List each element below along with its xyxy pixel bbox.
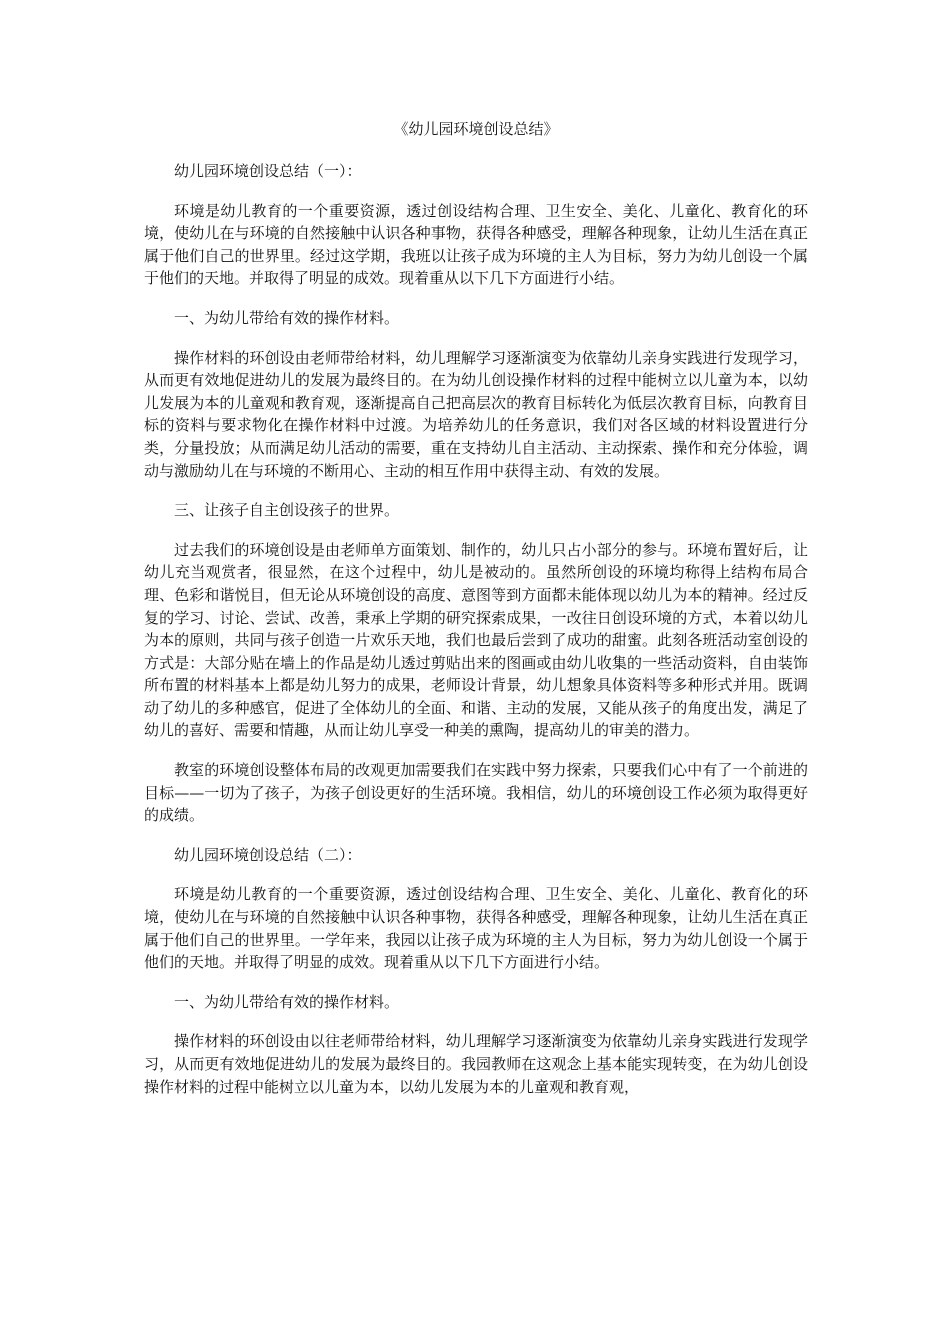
paragraph-6: 操作材料的环创设由以往老师带给材料，幼儿理解学习逐渐演变为依靠幼儿亲身实践进行发现学习，从而更有效地促进幼儿的发展为最终目的。我园教师在这观念上基本能实现转变，在为幼儿创设操作材料的过程中能树立以儿童为本，以幼儿发展为本的儿童观和教育观， xyxy=(144,1032,808,1096)
document-title: 《幼儿园环境创设总结》 xyxy=(393,120,559,138)
paragraph-4: 教室的环境创设整体布局的改观更加需要我们在实践中努力探索，只要我们心中有了一个前进的目标——一切为了孩子，为孩子创设更好的生活环境。我相信，幼儿的环境创设工作必须为取得更好的成绩。 xyxy=(144,761,808,825)
section-heading-5: 一、为幼儿带给有效的操作材料。 xyxy=(174,992,400,1011)
section-heading-3: 三、让孩子自主创设孩子的世界。 xyxy=(174,501,400,520)
paragraph-5: 环境是幼儿教育的一个重要资源，透过创设结构合理、卫生安全、美化、儿童化、教育化的环境，使幼儿在与环境的自然接触中认识各种事物，获得各种感受，理解各种现象，让幼儿生活在真正属于他们自己的世界里。一学年来，我园以让孩子成为环境的主人为目标，努力为幼儿创设一个属于他们的天地。并取得了明显的成效。现着重从以下几下方面进行小结。 xyxy=(144,885,808,972)
section-heading-4: 幼儿园环境创设总结（二）： xyxy=(174,845,362,864)
paragraph-1: 环境是幼儿教育的一个重要资源，透过创设结构合理、卫生安全、美化、儿童化、教育化的环境，使幼儿在与环境的自然接触中认识各种事物，获得各种感受，理解各种现象，让幼儿生活在真正属于他们自己的世界里。经过这学期，我班以让孩子成为环境的主人为目标，努力为幼儿创设一个属于他们的天地。并取得了明显的成效。现着重从以下几下方面进行小结。 xyxy=(144,201,808,288)
paragraph-2: 操作材料的环创设由老师带给材料，幼儿理解学习逐渐演变为依靠幼儿亲身实践进行发现学习，从而更有效地促进幼儿的发展为最终目的。在为幼儿创设操作材料的过程中能树立以儿童为本，以幼儿发展为本的儿童观和教育观，逐渐提高自己把高层次的教育目标转化为低层次教育目标，向教育目标的资料与要求物化在操作材料中过渡。为培养幼儿的任务意识，我们对各区域的材料设置进行分类，分量投放；从而满足幼儿活动的需要，重在支持幼儿自主活动、主动探索、操作和充分体验，调动与激励幼儿在与环境的不断用心、主动的相互作用中获得主动、有效的发展。 xyxy=(144,348,808,480)
section-heading-1: 幼儿园环境创设总结（一）： xyxy=(174,162,362,180)
section-heading-2: 一、为幼儿带给有效的操作材料。 xyxy=(174,308,400,327)
document-page xyxy=(144,118,808,1115)
paragraph-3: 过去我们的环境创设是由老师单方面策划、制作的，幼儿只占小部分的参与。环境布置好后，让幼儿充当观赏者，很显然，在这个过程中，幼儿是被动的。虽然所创设的环境均称得上结构布局合理、色彩和谐悦目，但无论从环境创设的高度、意图等到方面都未能体现以幼儿为本的精神。经过反复的学习、讨论、尝试、改善，秉承上学期的研究探索成果，一改往日创设环境的方式，本着以幼儿为本的原则，共同与孩子创造一片欢乐天地，我们也最后尝到了成功的甜蜜。此刻各班活动室创设的方式是：大部分贴在墙上的作品是幼儿透过剪贴出来的图画或由幼儿收集的一些活动资料，自由装饰所布置的材料基本上都是幼儿努力的成果，老师设计背景，幼儿想象具体资料等多种形式并用。既调动了幼儿的多种感官，促进了全体幼儿的全面、和谐、主动的发展，又能从孩子的角度出发，满足了幼儿的喜好、需要和情趣，从而让幼儿享受一种美的熏陶，提高幼儿的审美的潜力。 xyxy=(144,540,808,740)
